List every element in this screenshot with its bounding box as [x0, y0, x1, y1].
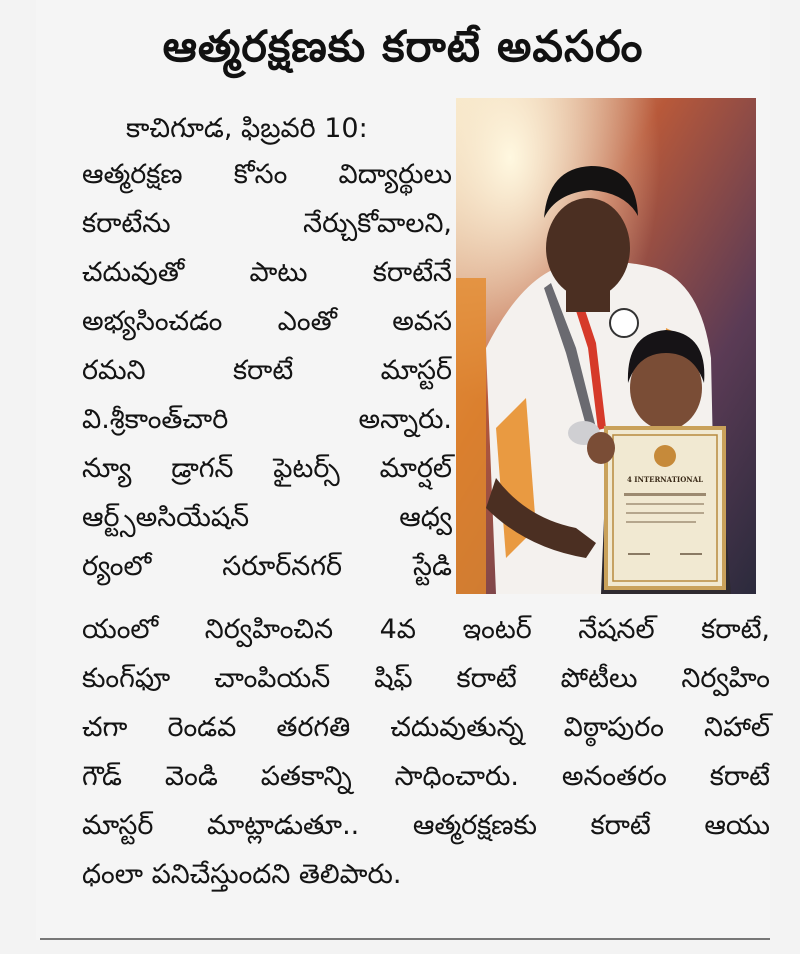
body-line-1: కాచిగూడ, ఫిబ్రవరి 10: [126, 113, 368, 144]
body-line-5: అభ్యసించడం ఎంతో అవస [82, 306, 452, 337]
body-line-11: యంలో నిర్వహించిన 4వ ఇంటర్ నేషనల్ కరాటే, [82, 614, 770, 645]
body-line-9: ఆర్ట్స్అసియేషన్ ఆధ్వ [82, 502, 452, 533]
photo-illustration [456, 98, 756, 594]
bottom-rule [40, 938, 770, 940]
body-line-15: మాస్టర్ మాట్లాడుతూ.. ఆత్మరక్షణకు కరాటే ఆయు [82, 810, 770, 841]
body-line-8: న్యూ డ్రాగన్ ఫైటర్స్ మార్షల్ [82, 453, 452, 484]
body-line-3: కరాటేను నేర్చుకోవాలని, [82, 208, 452, 239]
body-line-13: చగా రెండవ తరగతి చదువుతున్న విఠ్ఠాపురం నిహాల్ [82, 712, 770, 743]
body-line-2: ఆత్మరక్షణ కోసం విద్యార్థులు [82, 159, 452, 190]
body-line-4: చదువుతో పాటు కరాటేనే [82, 257, 452, 288]
body-line-14: గౌడ్ వెండి పతకాన్ని సాధించారు. అనంతరం కరాటే [82, 761, 770, 792]
news-clipping [36, 0, 770, 940]
body-line-12: కుంగ్‌ఫూ చాంపియన్ షిఫ్ కరాటే పోటీలు నిర్వహిం [82, 663, 770, 694]
body-line-10: ర్యంలో సరూర్‌నగర్ స్టేడి [82, 551, 452, 582]
body-line-6: రమని కరాటే మాస్టర్ [82, 355, 452, 386]
article-photo [456, 98, 756, 594]
body-line-7: వి.శ్రీకాంత్‌చారి అన్నారు. [82, 404, 452, 435]
certificate-heading: 4 INTERNATIONAL [626, 475, 704, 484]
body-line-16: ధంలా పనిచేస్తుందని తెలిపారు. [82, 859, 402, 890]
headline: ఆత్మరక్షణకు కరాటే అవసరం [162, 22, 644, 72]
